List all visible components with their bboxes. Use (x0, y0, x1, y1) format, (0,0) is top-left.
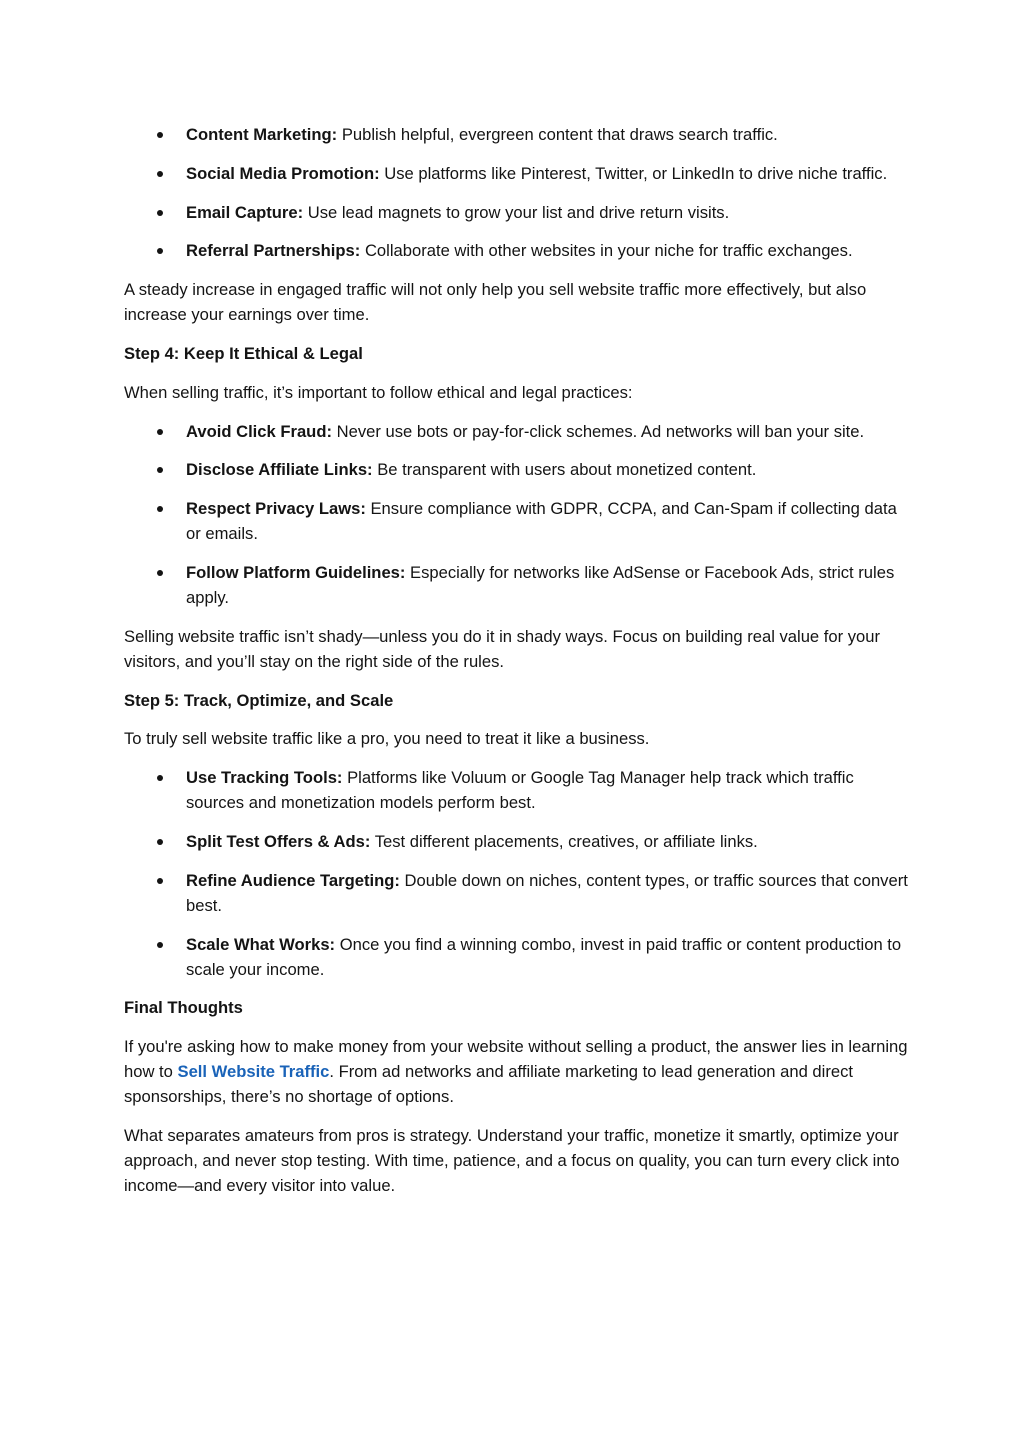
sell-website-traffic-link[interactable]: Sell Website Traffic (177, 1062, 330, 1082)
section-heading: Step 5: Track, Optimize, and Scale (124, 690, 394, 710)
list-item-desc: Collaborate with other websites in your niche for traffic exchanges. (364, 241, 853, 261)
list-item-desc: Especially for networks like AdSense or Facebook Ads, strict rules apply. (186, 562, 895, 607)
bullet-icon (157, 506, 163, 512)
list-item-term: Use Tracking Tools: (186, 768, 343, 788)
list-item-term: Disclose Affiliate Links: (186, 460, 373, 480)
bullet-icon (157, 878, 163, 884)
paragraph-text: If you're asking how to make money from your website without selling a product, the answer lies in learning how to (124, 1037, 908, 1082)
list-item (124, 829, 914, 854)
list-item (124, 200, 914, 225)
bullet-icon (157, 171, 163, 177)
list-item (124, 765, 914, 815)
list-item-term: Avoid Click Fraud: (186, 421, 332, 441)
list-item-term: Follow Platform Guidelines: (186, 562, 406, 582)
bullet-icon (157, 132, 163, 138)
bullet-icon (157, 210, 163, 216)
list-item-term: Scale What Works: (186, 934, 336, 954)
paragraph: To truly sell website traffic like a pro, you need to treat it like a business. (124, 729, 650, 749)
list-item (124, 560, 914, 610)
bullet-icon (157, 775, 163, 781)
ethics-list (124, 419, 914, 610)
list-item-desc: Platforms like Voluum or Google Tag Manager help track which traffic sources and monetization models perform best. (186, 768, 854, 813)
scale-list (124, 765, 914, 981)
section-heading: Step 4: Keep It Ethical & Legal (124, 343, 363, 363)
list-item (124, 868, 914, 918)
paragraph: Selling website traffic isn’t shady—unless you do it in shady ways. Focus on building real value for your visitors, and you’ll stay on the right side of the rules. (124, 626, 881, 671)
list-item (124, 932, 914, 982)
list-item-term: Content Marketing: (186, 125, 338, 144)
list-item-desc: Be transparent with users about monetized content. (377, 460, 757, 480)
list-item-desc: Publish helpful, evergreen content that draws search traffic. (341, 125, 778, 144)
bullet-icon (157, 467, 163, 473)
list-item-desc: Ensure compliance with GDPR, CCPA, and Can-Spam if collecting data or emails. (186, 499, 897, 544)
list-item-term: Respect Privacy Laws: (186, 499, 366, 519)
section-heading: Final Thoughts (124, 998, 243, 1018)
list-item-desc: Double down on niches, content types, or traffic sources that convert best. (186, 870, 908, 915)
list-item (124, 496, 914, 546)
document-page (124, 122, 914, 1212)
list-item-term: Split Test Offers & Ads: (186, 831, 371, 851)
list-item (124, 161, 914, 186)
list-item-desc: Use lead magnets to grow your list and drive return visits. (307, 202, 730, 222)
paragraph: What separates amateurs from pros is strategy. Understand your traffic, monetize it smartly, optimize your approach, and never stop testing. With time, patience, and a focus on quality, you can turn every click into income—and every visitor into value. (124, 1125, 900, 1195)
bullet-icon (157, 942, 163, 948)
list-item-term: Refine Audience Targeting: (186, 870, 400, 890)
traffic-growth-list (124, 122, 914, 263)
list-item-desc: Once you find a winning combo, invest in paid traffic or content production to scale your income. (186, 934, 902, 979)
list-item (124, 419, 914, 444)
list-item-term: Social Media Promotion: (186, 163, 380, 183)
paragraph-text: . From ad networks and affiliate marketing to lead generation and direct sponsorships, there’s no shortage of options. (124, 1062, 853, 1107)
list-item (124, 238, 914, 263)
list-item (124, 122, 914, 147)
list-item-desc: Never use bots or pay-for-click schemes. Ad networks will ban your site. (336, 421, 865, 441)
list-item-term: Email Capture: (186, 202, 304, 222)
bullet-icon (157, 839, 163, 845)
list-item-desc: Use platforms like Pinterest, Twitter, or LinkedIn to drive niche traffic. (384, 163, 888, 183)
list-item-desc: Test different placements, creatives, or affiliate links. (374, 831, 758, 851)
bullet-icon (157, 248, 163, 254)
bullet-icon (157, 570, 163, 576)
bullet-icon (157, 429, 163, 435)
list-item-term: Referral Partnerships: (186, 241, 361, 261)
list-item (124, 457, 914, 482)
paragraph: A steady increase in engaged traffic will not only help you sell website traffic more effectively, but also increase your earnings over time. (124, 280, 867, 325)
paragraph (124, 1034, 914, 1109)
paragraph: When selling traffic, it’s important to follow ethical and legal practices: (124, 382, 633, 402)
